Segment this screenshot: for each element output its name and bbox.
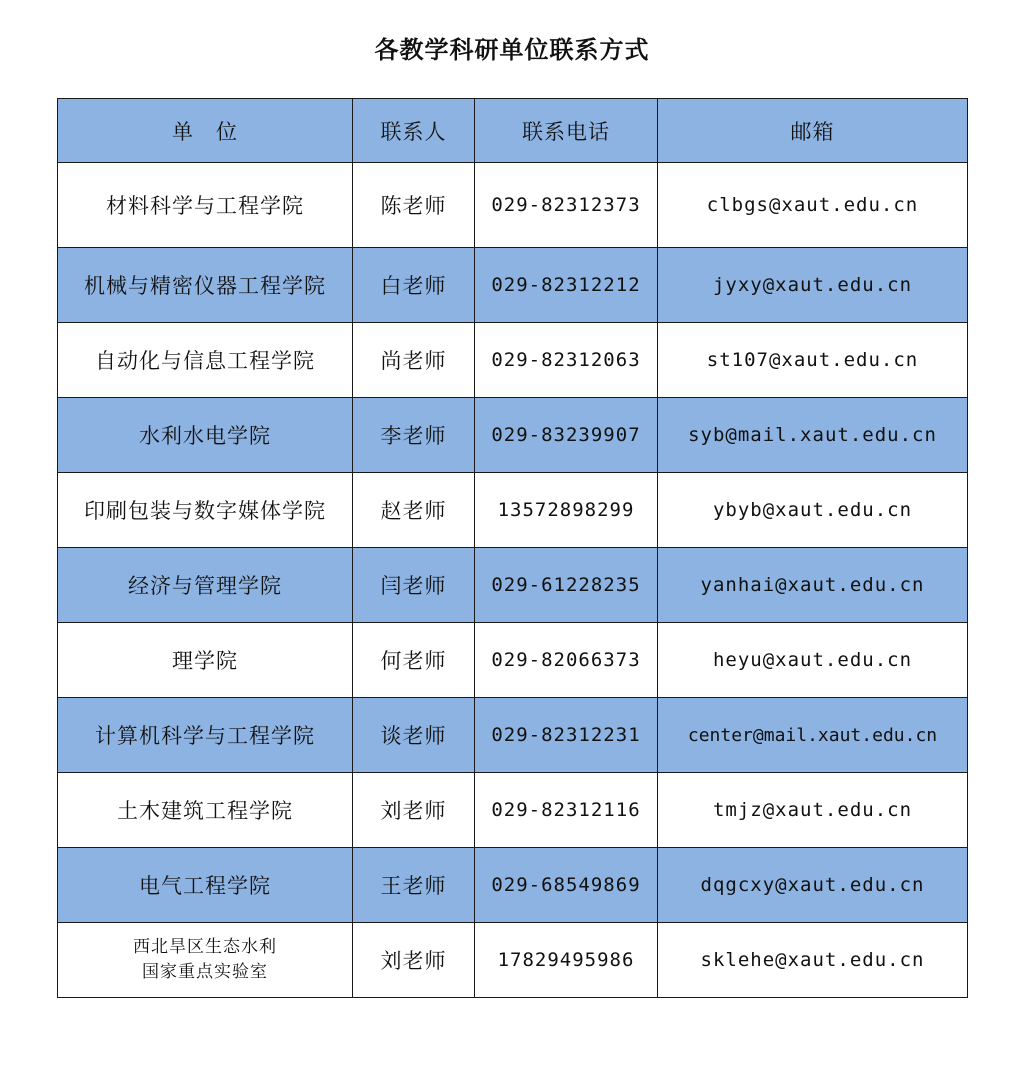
phone-cell: 029-82312373 (475, 163, 658, 248)
unit-cell: 电气工程学院 (58, 848, 353, 923)
phone-cell: 029-82312116 (475, 773, 658, 848)
contact-cell: 闫老师 (353, 548, 475, 623)
email-cell: heyu@xaut.edu.cn (658, 623, 968, 698)
unit-cell: 土木建筑工程学院 (58, 773, 353, 848)
contact-cell: 刘老师 (353, 773, 475, 848)
table-row (58, 923, 968, 998)
unit-cell: 经济与管理学院 (58, 548, 353, 623)
phone-cell: 029-82312063 (475, 323, 658, 398)
phone-cell: 029-83239907 (475, 398, 658, 473)
table-row (58, 163, 968, 248)
phone-cell: 17829495986 (475, 923, 658, 998)
email-cell: sklehe@xaut.edu.cn (658, 923, 968, 998)
contact-cell: 赵老师 (353, 473, 475, 548)
contact-cell: 王老师 (353, 848, 475, 923)
contact-table (57, 98, 968, 998)
phone-cell: 029-82066373 (475, 623, 658, 698)
header-email: 邮箱 (658, 99, 968, 163)
page-title: 各教学科研单位联系方式 (374, 36, 650, 64)
header-contact: 联系人 (353, 99, 475, 163)
contact-cell: 陈老师 (353, 163, 475, 248)
contact-cell: 李老师 (353, 398, 475, 473)
phone-cell: 029-82312231 (475, 698, 658, 773)
contact-cell: 刘老师 (353, 923, 475, 998)
header-phone: 联系电话 (475, 99, 658, 163)
unit-line-1: 西北旱区生态水利 (133, 937, 277, 957)
unit-cell: 计算机科学与工程学院 (58, 698, 353, 773)
unit-cell: 机械与精密仪器工程学院 (58, 248, 353, 323)
table-row (58, 323, 968, 398)
email-cell: tmjz@xaut.edu.cn (658, 773, 968, 848)
phone-cell: 13572898299 (475, 473, 658, 548)
email-cell: dqgcxy@xaut.edu.cn (658, 848, 968, 923)
table-row (58, 548, 968, 623)
phone-cell: 029-82312212 (475, 248, 658, 323)
email-cell: clbgs@xaut.edu.cn (658, 163, 968, 248)
email-cell: ybyb@xaut.edu.cn (658, 473, 968, 548)
phone-cell: 029-61228235 (475, 548, 658, 623)
email-cell: syb@mail.xaut.edu.cn (658, 398, 968, 473)
unit-line-2: 国家重点实验室 (142, 962, 268, 982)
table-row (58, 698, 968, 773)
table-row (58, 473, 968, 548)
contact-cell: 尚老师 (353, 323, 475, 398)
table-row (58, 398, 968, 473)
header-unit: 单 位 (58, 99, 353, 163)
table-row (58, 623, 968, 698)
contact-cell: 何老师 (353, 623, 475, 698)
email-cell: yanhai@xaut.edu.cn (658, 548, 968, 623)
unit-cell: 理学院 (58, 623, 353, 698)
email-cell: center@mail.xaut.edu.cn (658, 698, 968, 773)
contact-cell: 谈老师 (353, 698, 475, 773)
table-header-row (58, 99, 968, 163)
unit-cell: 材料科学与工程学院 (58, 163, 353, 248)
unit-cell (58, 923, 353, 998)
table-row (58, 848, 968, 923)
table-row (58, 248, 968, 323)
contact-cell: 白老师 (353, 248, 475, 323)
table-row (58, 773, 968, 848)
unit-cell: 自动化与信息工程学院 (58, 323, 353, 398)
email-cell: jyxy@xaut.edu.cn (658, 248, 968, 323)
unit-cell: 印刷包装与数字媒体学院 (58, 473, 353, 548)
email-cell: st107@xaut.edu.cn (658, 323, 968, 398)
unit-cell: 水利水电学院 (58, 398, 353, 473)
phone-cell: 029-68549869 (475, 848, 658, 923)
